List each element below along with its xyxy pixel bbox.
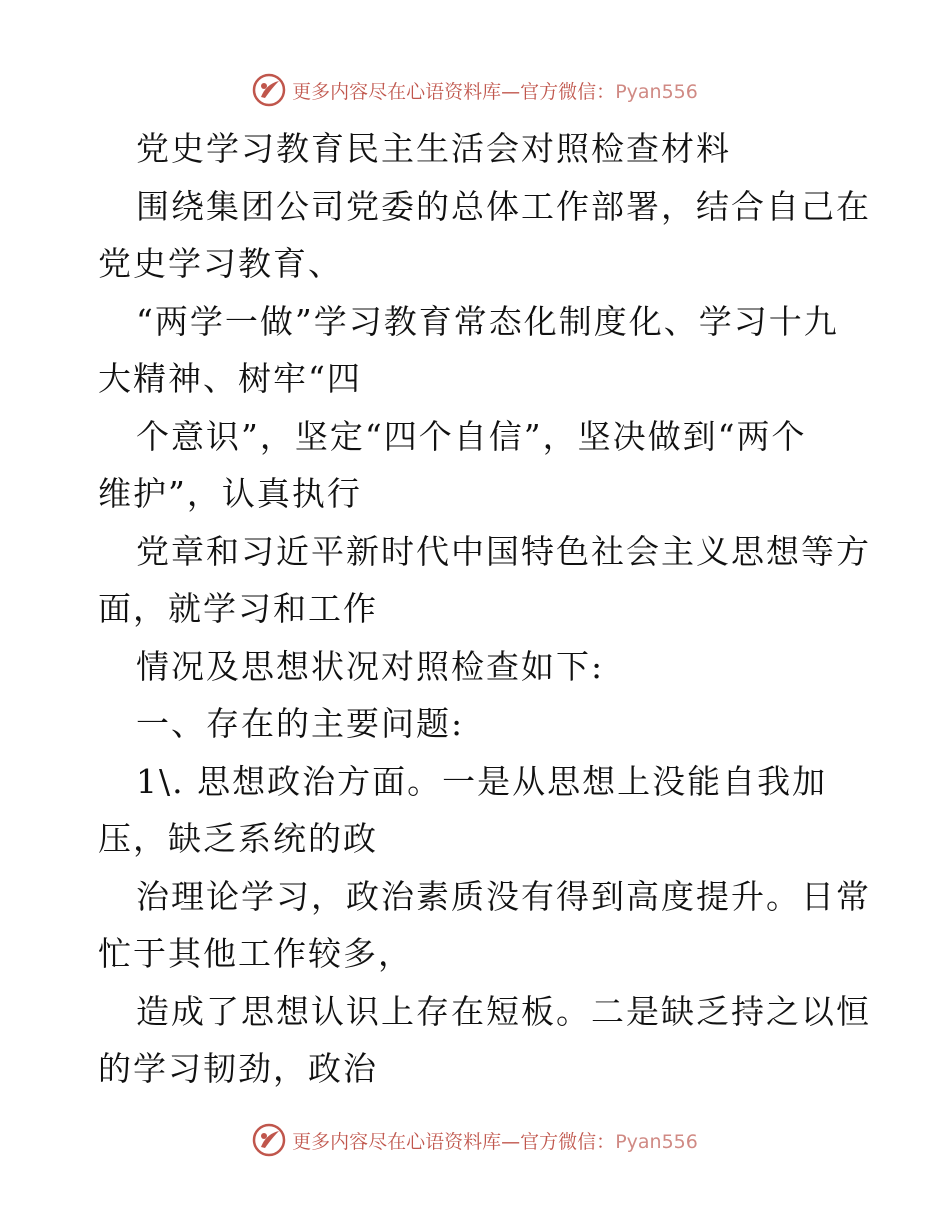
footer-watermark [0, 1118, 950, 1162]
logo-seal-icon [252, 1123, 286, 1157]
paragraph-line: 忙于其他工作较多， [98, 934, 413, 973]
paragraph-line: 压，缺乏系统的政 [98, 819, 378, 858]
document-title: 党史学习教育民主生活会对照检查材料 [136, 129, 731, 168]
paragraph-line: 党史学习教育、 [98, 244, 343, 283]
paragraph-line: 维护”，认真执行 [98, 474, 362, 513]
paragraph-line: 造成了思想认识上存在短板。二是缺乏持之以恒 [136, 991, 871, 1031]
watermark-text [292, 1127, 698, 1154]
watermark-main-text: 更多内容尽在心语资料库 [292, 80, 502, 103]
watermark-main-text: 更多内容尽在心语资料库 [292, 1130, 502, 1153]
document-body [98, 120, 871, 1098]
watermark-separator: — [501, 80, 521, 103]
paragraph-line: 面，就学习和工作 [98, 589, 378, 628]
paragraph-line: 个意识”，坚定“四个自信”，坚决做到“两个 [136, 416, 807, 456]
section-heading: 一、存在的主要问题: [136, 704, 465, 743]
logo-seal-icon [252, 73, 286, 107]
watermark-wechat-label: 官方微信： [520, 1130, 616, 1153]
watermark-wechat-id: Pyan556 [615, 1130, 698, 1153]
paragraph-line: 围绕集团公司党委的总体工作部署，结合自己在 [136, 186, 871, 226]
paragraph-line: 1\. 思想政治方面。一是从思想上没能自我加 [136, 761, 828, 801]
paragraph-line: 党章和习近平新时代中国特色社会主义思想等方 [136, 531, 871, 571]
watermark-text [292, 77, 698, 104]
paragraph-line: “两学一做”学习教育常态化制度化、学习十九 [136, 301, 839, 341]
header-watermark [0, 68, 950, 112]
paragraph-line: 情况及思想状况对照检查如下: [136, 646, 605, 686]
watermark-separator: — [501, 1130, 521, 1153]
paragraph-line: 大精神、树牢“四 [98, 359, 362, 398]
paragraph-line: 治理论学习，政治素质没有得到高度提升。日常 [136, 876, 871, 916]
watermark-wechat-id: Pyan556 [615, 80, 698, 103]
paragraph-line: 的学习韧劲，政治 [98, 1049, 378, 1088]
watermark-wechat-label: 官方微信： [520, 80, 616, 103]
